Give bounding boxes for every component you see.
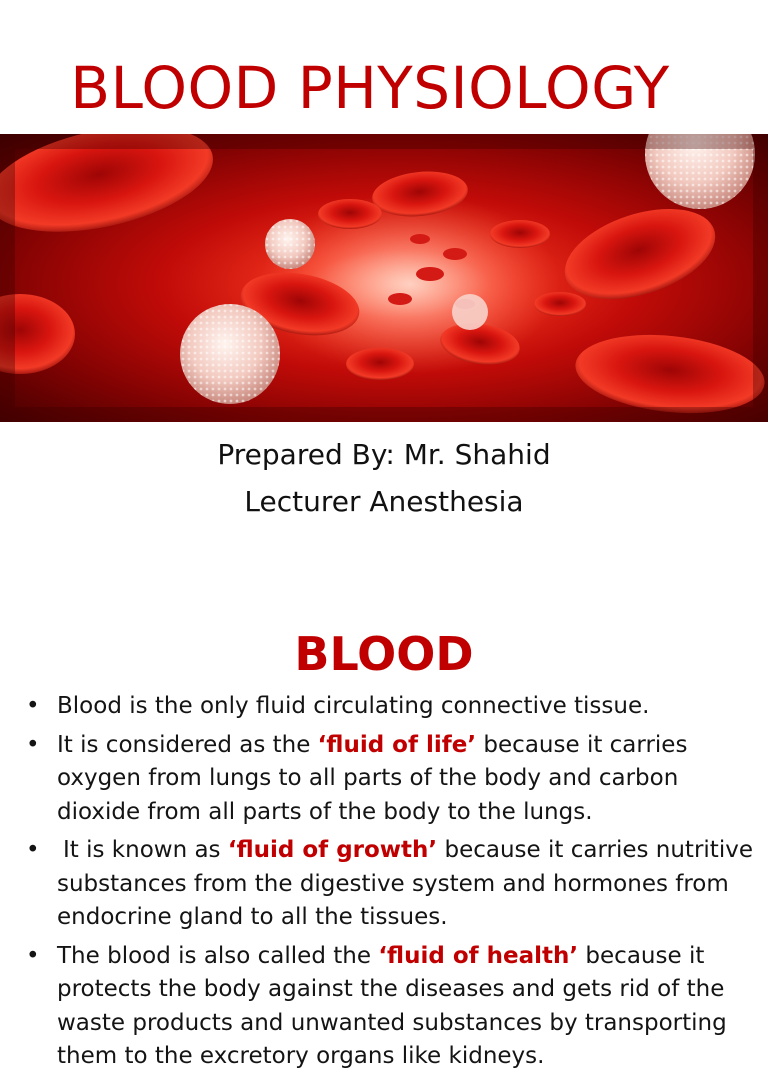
bullet-icon: • — [26, 731, 40, 758]
bullet-text: Blood is the only fluid circulating connective tissue. — [57, 693, 650, 719]
list-item — [24, 834, 754, 935]
bullet-text-pre: It is known as — [63, 837, 228, 863]
bullet-icon: • — [26, 693, 40, 719]
blood-cells-illustration — [0, 134, 768, 422]
bullet-list — [24, 690, 754, 1079]
list-item — [24, 940, 754, 1074]
bullet-icon: • — [26, 942, 40, 969]
author-role-text: Lecturer Anesthesia — [244, 485, 524, 518]
prepared-by-text: Prepared By: Mr. Shahid — [217, 438, 551, 471]
highlight-term: ‘fluid of life’ — [317, 731, 477, 758]
bullet-text-post: because it carries oxygen from lungs to all parts of the body and carbon dioxide from all parts of the body to the lungs. — [57, 731, 688, 825]
highlight-term: ‘fluid of growth’ — [227, 837, 438, 863]
bullet-text-pre: The blood is also called the — [57, 942, 379, 969]
bullet-text-pre: It is considered as the — [57, 731, 318, 758]
list-item — [24, 729, 754, 830]
slide-title: BLOOD PHYSIOLOGY — [70, 54, 670, 122]
list-item — [24, 690, 754, 724]
bullet-text-post: because it carries nutritive substances from the digestive system and hormones from endocrine gland to all the tissues. — [57, 837, 753, 930]
section-title: BLOOD — [294, 627, 474, 681]
highlight-term: ‘fluid of health’ — [378, 942, 579, 969]
bullet-icon: • — [26, 837, 40, 863]
bullet-text-post: because it protects the body against the diseases and gets rid of the waste products and unwanted substances by transporting them to the excretory organs like kidneys. — [57, 942, 727, 1069]
